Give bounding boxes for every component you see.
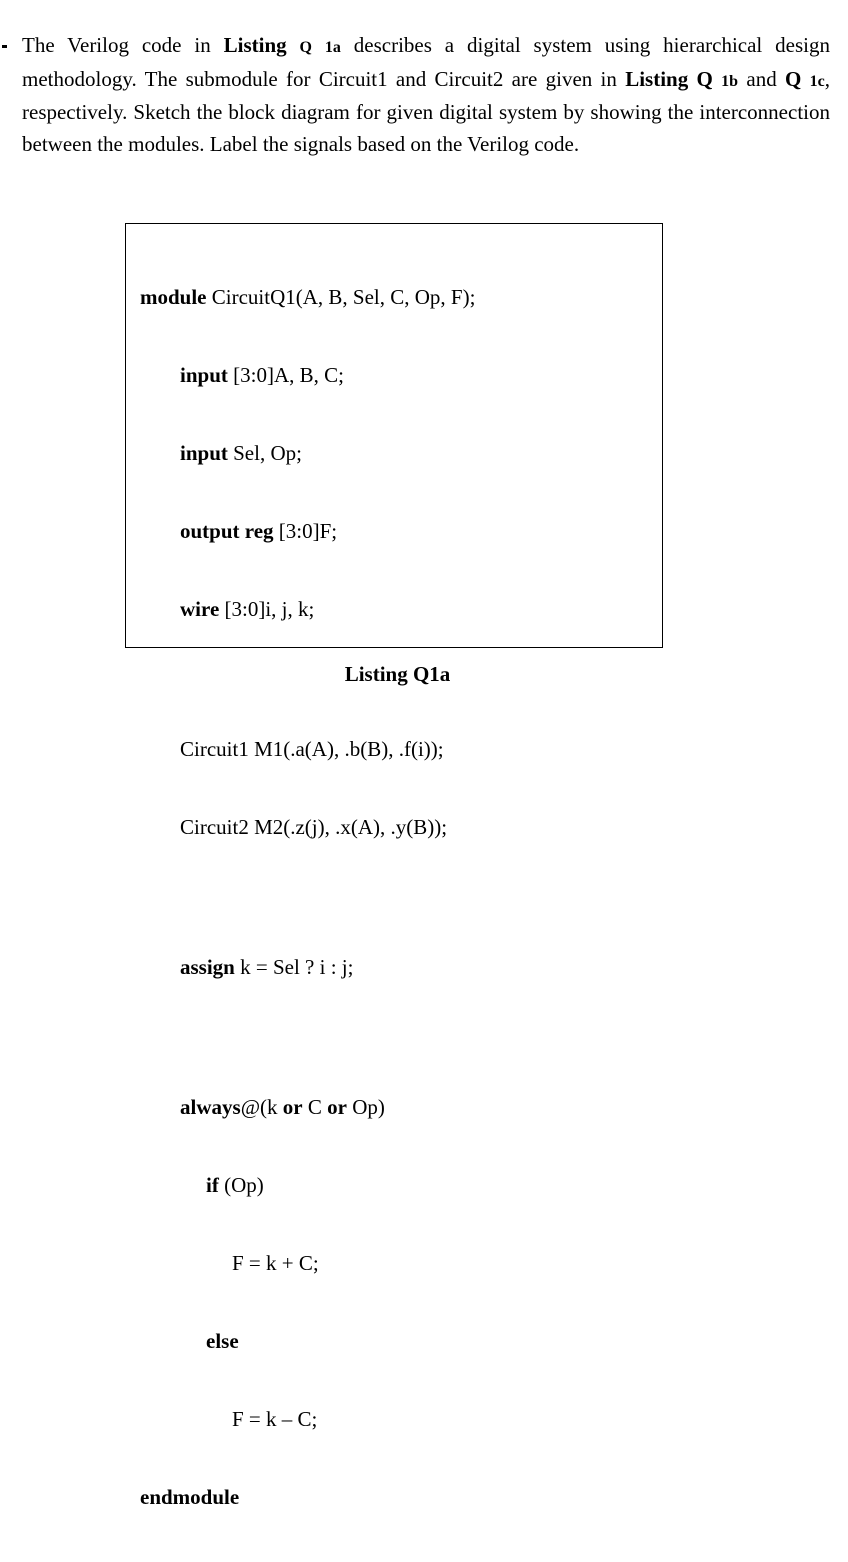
code-line: Circuit1 M1(.a(A), .b(B), .f(i));	[180, 737, 444, 761]
code-line: wire [3:0]i, j, k;	[180, 597, 315, 621]
code-line: else	[206, 1329, 239, 1353]
code-line: F = k + C;	[232, 1251, 319, 1275]
code-line: output reg [3:0]F;	[180, 519, 338, 543]
code-line: assign k = Sel ? i : j;	[180, 955, 354, 979]
code-line: Circuit2 M2(.z(j), .x(A), .y(B));	[180, 815, 448, 839]
code-line: always@(k or C or Op)	[180, 1095, 385, 1119]
listing-ref-q1c: Q 1c	[785, 66, 825, 91]
code-line: endmodule	[140, 1485, 240, 1509]
verilog-code	[140, 232, 475, 1562]
listing-caption: Listing Q1a	[344, 662, 451, 686]
code-line: input [3:0]A, B, C;	[180, 363, 344, 387]
code-line: F = k – C;	[232, 1407, 318, 1431]
question-text: The Verilog code in Listing Q 1a describes a digital system using hierarchical design methodology. The submodule for Circuit1 and Circuit2 are given in Listing Q 1b and Q 1c, respectively. Sketch the block diagram for given digital system by showing the interconnection between the modules. Label the signals based on the Verilog code.	[22, 33, 830, 156]
bullet-mark	[2, 45, 7, 48]
listing-ref-q1a: Listing Q 1a	[223, 33, 341, 57]
listing-ref-q1b: Listing Q 1b	[625, 66, 739, 91]
code-line: input Sel, Op;	[180, 441, 302, 465]
code-line: module CircuitQ1(A, B, Sel, C, Op, F);	[140, 285, 476, 309]
code-line: if (Op)	[206, 1173, 264, 1197]
